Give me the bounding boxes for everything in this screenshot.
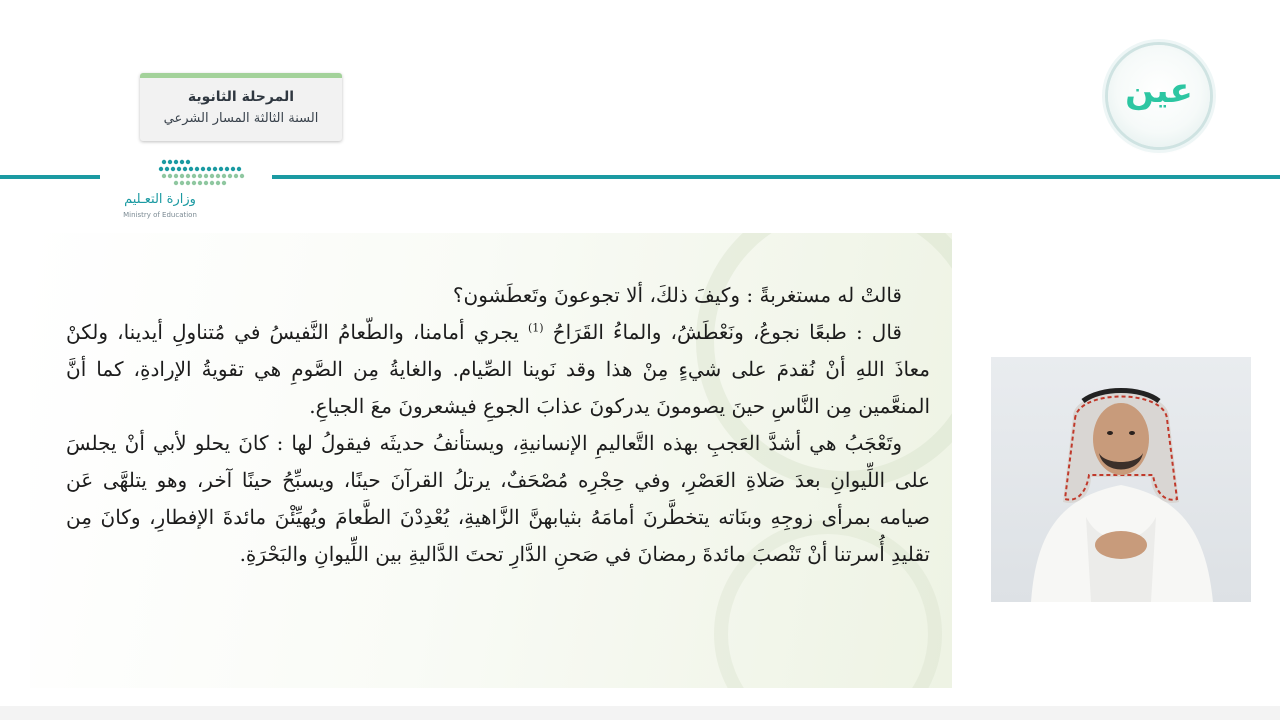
ministry-name-english: Ministry of Education <box>123 211 197 219</box>
channel-logo-text: عين <box>1125 71 1193 111</box>
lesson-paragraph-2 <box>66 314 930 425</box>
lesson-paragraph-2-rest: يجري أمامنا، والطّعامُ النَّفيسُ في مُتناولِ أيدينا، ولكنْ معاذَ اللهِ أنْ نُقدمَ على شيءٍ مِنْ هذا وقد نَوينا الصِّيام. والغايةُ مِن الصَّومِ هي تقويةُ الإرادةِ، كما أنَّ المنعَّمين مِن النَّاسِ حينَ يصومونَ يدركونَ عذابَ الجوعِ فيشعرونَ معَ الجياعِ. <box>66 320 930 418</box>
channel-logo <box>1108 45 1210 147</box>
stage-badge-accent-bar <box>140 73 342 78</box>
header-divider-left <box>0 175 100 179</box>
footnote-marker: (1) <box>527 321 544 335</box>
ministry-dots-icon <box>158 156 248 190</box>
stage-badge <box>140 73 342 141</box>
lesson-text <box>66 277 930 573</box>
ministry-logo <box>108 152 248 224</box>
lesson-paragraph-3: وتَعْجَبُ هي أشدَّ العَجبِ بهذه التَّعاليمِ الإنسانيةِ، ويستأنفُ حديثَه فيقولُ لها : كانَ يحلو لأبي أنْ يجلسَ على اللِّيوانِ بعدَ صَلاةِ العَصْرِ، وفي حِجْرِه مُصْحَفٌ، يرتلُ القرآنَ حينًا، ويسبِّحُ حينًا آخر، وهو يتلهَّى عَن صيامه بمرأى زوجِهِ وبنَاته يتخطَّرنَ أمامَهُ بثيابهنَّ الزَّاهيةِ، يُعْدِدْنَ الطَّعامَ ويُهيِّئْنَ مائدةَ الإفطارِ، وكانَ مِن تقليدِ أُسرتنا أنْ تَنْصبَ مائدةَ رمضانَ في صَحنِ الدَّارِ تحتَ الدَّاليةِ بين اللِّيوانِ والبَحْرَةِ. <box>66 431 930 566</box>
stage-title: المرحلة الثانوية <box>187 89 295 105</box>
lesson-page <box>30 233 952 688</box>
ministry-name-arabic: وزارة التعـليم <box>124 192 196 207</box>
lesson-paragraph-1: قالتْ له مستغربةً : وكيفَ ذلكَ، ألا تجوعونَ وتَعطَشون؟ <box>452 283 902 307</box>
lesson-paragraph-2-start: قال : طبعًا نجوعُ، ونَعْطَشُ، والماءُ القَرَاحُ <box>552 320 902 344</box>
presenter-video <box>991 357 1251 602</box>
stage-subtitle: السنة الثالثة المسار الشرعي <box>163 111 319 126</box>
header-divider-right <box>272 175 1280 179</box>
bottom-strip <box>0 706 1280 720</box>
presenter-figure-icon <box>991 357 1251 602</box>
